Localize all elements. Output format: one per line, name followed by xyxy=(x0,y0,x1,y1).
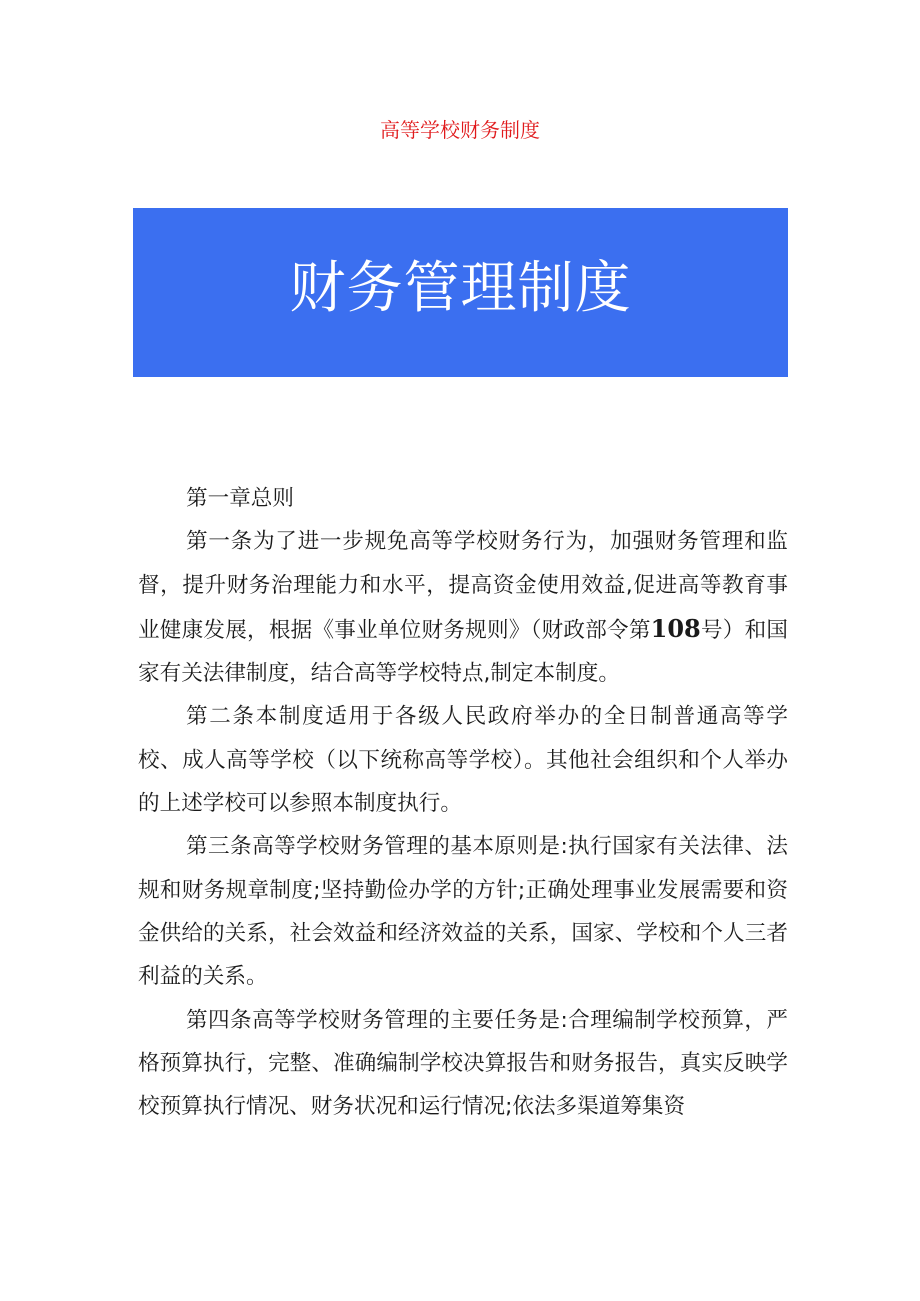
article-4: 第四条高等学校财务管理的主要任务是:合理编制学校预算，严格预算执行，完整、准确编制学校决算报告和财务报告，真实反映学校预算执行情况、财务状况和运行情况;依法多渠道筹集资 xyxy=(138,1007,788,1120)
banner-title: 财务管理制度 xyxy=(289,255,632,321)
document-header-title: 高等学校财务制度 xyxy=(380,118,540,142)
article-1-text-part1: 第一条为了进一步规免高等学校财务行为，加强财务管理和监督，提升财务治理能力和水平，提高资金使用效益,促进高等教育事业健康发展，根据《事业单位财务规则》（财政部令第 xyxy=(138,529,788,643)
document-body xyxy=(138,477,788,1128)
article-1-text-part2: 号）和国家有关法律制度，结合高等学校特点,制定本制度。 xyxy=(138,617,788,687)
article-2: 第二条本制度适用于各级人民政府举办的全日制普通高等学校、成人高等学校（以下统称高等学校）。其他社会组织和个人举办的上述学校可以参照本制度执行。 xyxy=(138,704,788,817)
chapter-heading: 第一章总则 xyxy=(186,486,294,511)
article-3: 第三条高等学校财务管理的基本原则是:执行国家有关法律、法规和财务规章制度;坚持勤俭办学的方针;正确处理事业发展需要和资金供给的关系，社会效益和经济效益的关系，国家、学校和个人三者利益的关系。 xyxy=(138,834,788,990)
title-banner xyxy=(133,208,788,377)
article-1-decree-number: 108 xyxy=(650,613,701,643)
article-1 xyxy=(138,520,788,695)
